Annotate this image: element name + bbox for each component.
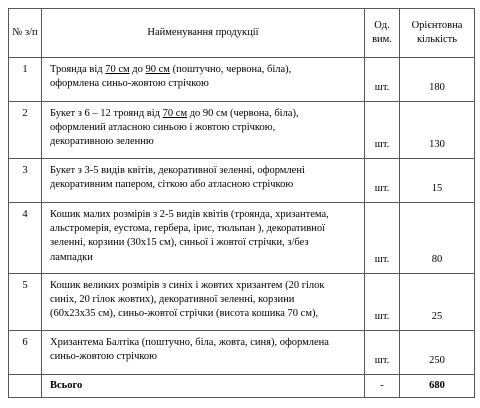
table-row xyxy=(9,203,475,274)
product-name: Букет з 6 – 12 троянд від 70 см до 90 см (червона, біла), оформлений атласною синьою і жовтою стрічкою, декоративною зеленню xyxy=(42,102,365,159)
row-number: 4 xyxy=(9,203,42,274)
unit-cell: шт. xyxy=(365,102,400,159)
total-label: Всього xyxy=(42,375,365,398)
unit-cell: шт. xyxy=(365,331,400,375)
product-name: Хризантема Балтіка (поштучно, біла, жовта, синя), оформлена синьо-жовтою стрічкою xyxy=(42,331,365,375)
row-number: 2 xyxy=(9,102,42,159)
header-row xyxy=(9,9,475,58)
quantity-cell: 25 xyxy=(400,274,475,331)
row-number: 6 xyxy=(9,331,42,375)
product-name: Кошик великих розмірів з синіх і жовтих хризантем (20 гілок синіх, 20 гілок жовтих), декоративної зеленні, корзини (60х23х35 см), синьо-жовтої стрічки (висота кошика 70 см), xyxy=(42,274,365,331)
table-row xyxy=(9,102,475,159)
row-number: 1 xyxy=(9,58,42,102)
header-name: Найменування продукції xyxy=(42,9,365,58)
unit-cell: шт. xyxy=(365,274,400,331)
row-number: 3 xyxy=(9,159,42,203)
table-row xyxy=(9,58,475,102)
table-row xyxy=(9,274,475,331)
unit-cell: шт. xyxy=(365,58,400,102)
total-qty: 680 xyxy=(400,375,475,398)
table-body xyxy=(9,58,475,398)
quantity-cell: 80 xyxy=(400,203,475,274)
product-table xyxy=(8,8,475,398)
quantity-cell: 130 xyxy=(400,102,475,159)
total-row xyxy=(9,375,475,398)
quantity-cell: 15 xyxy=(400,159,475,203)
header-num: № з/п xyxy=(9,9,42,58)
table-row xyxy=(9,331,475,375)
unit-cell: шт. xyxy=(365,159,400,203)
quantity-cell: 180 xyxy=(400,58,475,102)
total-unit: - xyxy=(365,375,400,398)
row-number: 5 xyxy=(9,274,42,331)
header-unit: Од. вим. xyxy=(365,9,400,58)
table-row xyxy=(9,159,475,203)
unit-cell: шт. xyxy=(365,203,400,274)
quantity-cell: 250 xyxy=(400,331,475,375)
header-qty: Орієнтовна кількість xyxy=(400,9,475,58)
product-name: Кошик малих розмірів з 2-5 видів квітів (троянда, хризантема, альстромерія, еустома, гербера, ірис, тюльпан ), декоративної зеленні, корзини (30х15 см), синьої і жовтої стрічки, з/без лампадки xyxy=(42,203,365,274)
product-name: Троянда від 70 см до 90 см (поштучно, червона, біла), оформлена синьо-жовтою стрічкою xyxy=(42,58,365,102)
product-name: Букет з 3-5 видів квітів, декоративної зеленні, оформлені декоративним папером, сіткою або атласною стрічкою xyxy=(42,159,365,203)
total-num-cell xyxy=(9,375,42,398)
